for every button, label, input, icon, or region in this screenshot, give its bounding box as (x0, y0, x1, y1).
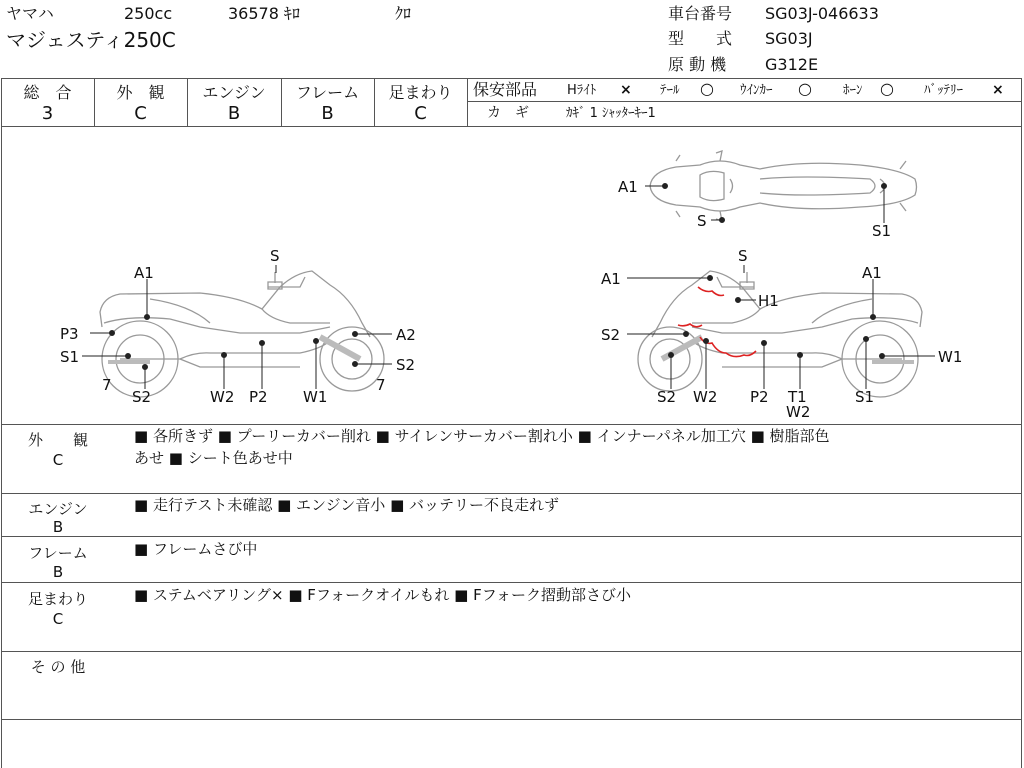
damage-diagram (0, 127, 1022, 424)
diagram-label: 7 (102, 376, 112, 394)
remark-category: 外 観 (27, 431, 88, 449)
divider (1, 424, 1022, 425)
diagram-label: S1 (872, 222, 892, 240)
diagram-label: S2 (657, 388, 677, 406)
safety-item-label: ﾃｰﾙ (660, 83, 680, 98)
engine-type-label: 原 動 機 (668, 55, 727, 74)
safety-item-label: ﾊﾞｯﾃﾘｰ (924, 83, 963, 98)
model-type: SG03J (765, 29, 813, 48)
divider (1, 719, 1022, 720)
diagram-label: T1 (788, 388, 807, 406)
diagram-label: S2 (601, 326, 621, 344)
diagram-label: A1 (601, 270, 621, 288)
diagram-label: P2 (249, 388, 268, 406)
key-value: ｶｷﾞ 1 ｼｬｯﾀｰｷｰ1 (566, 106, 656, 121)
grade-value-exterior: C (134, 103, 147, 124)
key-label: カ ギ (487, 105, 529, 121)
divider (1, 582, 1022, 583)
remark-grade: B (52, 563, 64, 581)
diagram-label: H1 (758, 292, 779, 310)
remark-text: ■ フレームさび中 (134, 540, 258, 558)
diagram-label: W1 (938, 348, 963, 366)
grade-value-engine: B (227, 103, 241, 124)
remark-text: ■ 各所きず ■ プーリーカバー削れ ■ サイレンサーカバー割れ小 ■ インナーパネル加工穴 ■ 樹脂部色 (134, 427, 830, 445)
mileage: 36578 ｷﾛ (228, 4, 300, 23)
remark-grade: B (52, 518, 64, 536)
safety-item-label: ｳｲﾝｶｰ (740, 83, 773, 98)
remark-grade: C (52, 610, 64, 628)
diagram-label: S2 (132, 388, 152, 406)
frame-number: SG03J-046633 (765, 4, 879, 23)
engine-type: G312E (765, 55, 819, 74)
diagram-label: W1 (303, 388, 328, 406)
remark-text: ■ 走行テスト未確認 ■ エンジン音小 ■ バッテリー不良走れず (134, 496, 560, 514)
safety-title: 保安部品 (473, 80, 538, 99)
remark-category: そ の 他 (30, 658, 86, 676)
color: ｸﾛ (395, 4, 412, 23)
status-x-icon: × (620, 82, 632, 98)
diagram-label: 7 (376, 376, 386, 394)
safety-item-label: ﾎｰﾝ (843, 83, 863, 98)
grade-label-exterior: 外 観 (116, 83, 165, 102)
remark-grade: C (52, 451, 64, 469)
remark-category: エンジン (28, 500, 88, 518)
diagram-label: W2 (210, 388, 235, 406)
remark-text: ■ ステムベアリング× ■ Fフォークオイルもれ ■ Fフォーク摺動部さび小 (134, 586, 631, 604)
diagram-label: S2 (396, 356, 416, 374)
grade-value-suspension: C (414, 103, 427, 124)
remark-category: 足まわり (27, 590, 88, 608)
grade-label-engine: エンジン (202, 83, 266, 102)
status-circle-icon: ○ (700, 79, 714, 98)
scooter-left-view (100, 271, 384, 397)
divider (1, 78, 1022, 79)
divider (1, 536, 1022, 537)
diagram-label: A2 (396, 326, 416, 344)
remark-category: フレーム (28, 544, 88, 562)
diagram-label: S1 (855, 388, 875, 406)
scooter-top-view (650, 151, 917, 221)
diagram-label: S (697, 212, 707, 230)
diagram-label: S (270, 247, 280, 265)
divider (1, 493, 1022, 494)
grade-label-frame: フレーム (295, 83, 360, 102)
model-name: マジェスティ250C (6, 28, 176, 52)
grade-value-frame: B (321, 103, 334, 124)
grade-value-overall: 3 (41, 103, 54, 124)
diagram-label: S1 (60, 348, 80, 366)
divider (467, 78, 468, 126)
diagram-label: P3 (60, 325, 79, 343)
diagram-label: W2 (693, 388, 718, 406)
model-type-label: 型 式 (668, 29, 733, 48)
grade-label-suspension: 足まわり (388, 83, 453, 102)
grade-label-overall: 総 合 (23, 83, 72, 102)
diagram-label: A1 (862, 264, 882, 282)
status-circle-icon: ○ (880, 79, 894, 98)
divider (1, 651, 1022, 652)
diagram-label: W2 (786, 403, 811, 421)
diagram-label: A1 (134, 264, 154, 282)
remark-text: あせ ■ シート色あせ中 (134, 449, 293, 467)
diagram-label: A1 (618, 178, 638, 196)
status-circle-icon: ○ (798, 79, 812, 98)
displacement: 250cc (124, 4, 173, 23)
diagram-label: S (738, 247, 748, 265)
safety-item-label: Hﾗｲﾄ (567, 83, 597, 98)
divider (468, 101, 1021, 102)
frame-number-label: 車台番号 (668, 4, 733, 23)
diagram-label: P2 (750, 388, 769, 406)
status-x-icon: × (992, 82, 1004, 98)
maker-name: ヤマハ (6, 4, 54, 23)
